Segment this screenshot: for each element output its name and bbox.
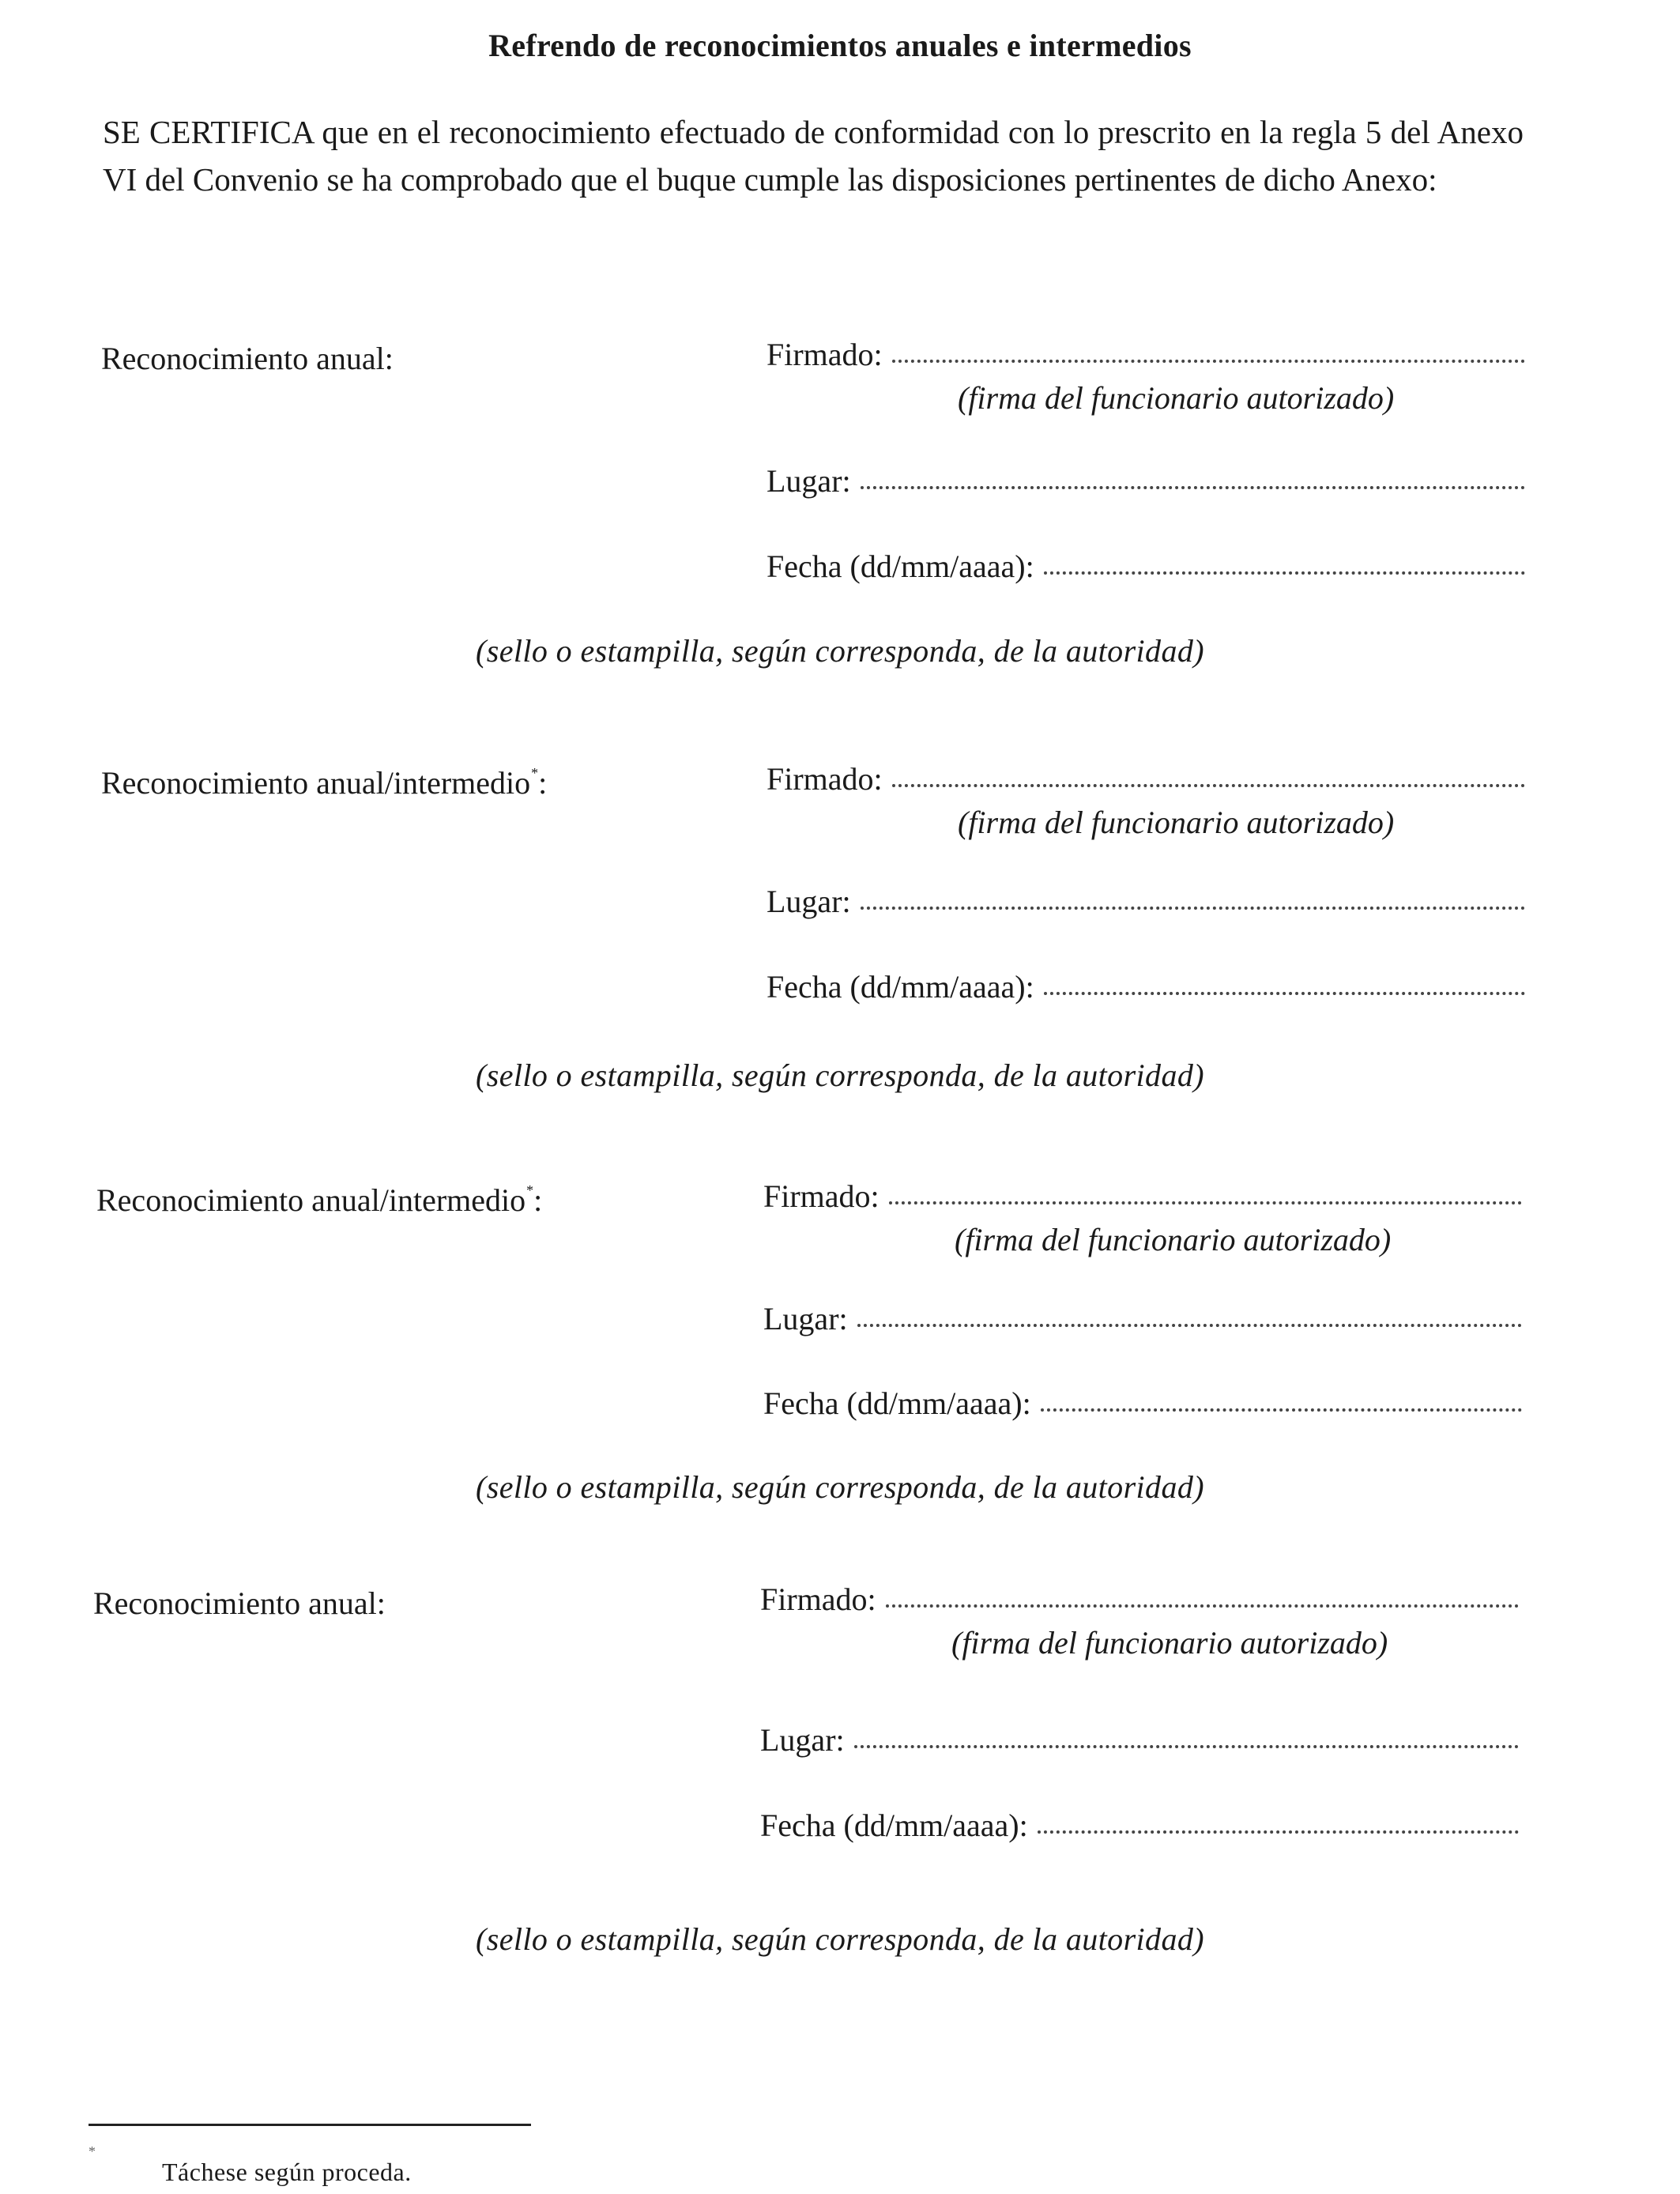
footnote-marker: * [89,2143,96,2159]
date-line[interactable] [1041,1408,1522,1412]
date-line[interactable] [1044,992,1525,995]
signed-label: Firmado: [767,337,883,372]
date-line[interactable] [1044,571,1525,575]
signature-line[interactable] [886,1604,1519,1608]
signed-label: Firmado: [760,1581,876,1617]
place-label: Lugar: [767,463,851,499]
seal-caption: (sello o estampilla, según corresponda, de la autoridad) [476,1921,1204,1957]
seal-caption: (sello o estampilla, según corresponda, de la autoridad) [476,1469,1204,1505]
date-field[interactable] [767,548,1525,585]
date-field[interactable] [760,1807,1519,1844]
signed-field[interactable] [760,1581,1519,1618]
footnote-reference: * [526,1182,534,1198]
date-label: Fecha (dd/mm/aaaa): [767,969,1034,1005]
place-field[interactable] [767,462,1525,499]
date-label: Fecha (dd/mm/aaaa): [767,548,1034,584]
signature-caption: (firma del funcionario autorizado) [958,380,1395,416]
survey-type-label: Reconocimiento anual/intermedio*: [101,765,548,801]
footnote-divider [89,2124,531,2126]
signed-label: Firmado: [767,761,883,797]
signature-line[interactable] [889,1201,1522,1204]
place-line[interactable] [861,907,1525,910]
signature-caption: (firma del funcionario autorizado) [958,805,1395,840]
seal-caption: (sello o estampilla, según corresponda, de la autoridad) [476,1057,1204,1093]
endorsement-section [0,336,1680,684]
survey-type-label: Reconocimiento anual: [101,341,394,376]
date-field[interactable] [763,1385,1522,1422]
signature-line[interactable] [892,360,1525,363]
signature-line[interactable] [892,784,1525,787]
place-field[interactable] [763,1300,1522,1337]
signed-field[interactable] [767,336,1525,373]
date-label: Fecha (dd/mm/aaaa): [763,1385,1031,1421]
date-field[interactable] [767,968,1525,1005]
endorsement-section [0,1581,1680,1957]
date-line[interactable] [1038,1830,1519,1834]
signature-caption: (firma del funcionario autorizado) [955,1222,1392,1257]
date-label: Fecha (dd/mm/aaaa): [760,1808,1028,1843]
place-line[interactable] [861,486,1525,489]
place-label: Lugar: [760,1722,845,1758]
place-field[interactable] [767,883,1525,920]
page-title: Refrendo de reconocimientos anuales e intermedios [488,28,1192,63]
endorsement-section [0,760,1680,1108]
footnote-text: Táchese según proceda. [162,2158,412,2186]
seal-caption: (sello o estampilla, según corresponda, de la autoridad) [476,633,1204,669]
place-field[interactable] [760,1721,1519,1759]
footnote-reference: * [531,765,539,781]
signed-field[interactable] [763,1178,1522,1215]
signed-field[interactable] [767,760,1525,797]
signature-caption: (firma del funcionario autorizado) [951,1625,1388,1661]
place-label: Lugar: [767,884,851,919]
place-line[interactable] [857,1324,1522,1327]
place-label: Lugar: [763,1301,848,1336]
endorsement-section [0,1178,1680,1525]
certification-statement: SE CERTIFICA que en el reconocimiento efectuado de conformidad con lo prescrito en la regla 5 del Anexo VI del Convenio se ha comprobado que el buque cumple las disposiciones pertinentes de dicho Anexo: [103,114,1524,198]
survey-type-label: Reconocimiento anual: [93,1585,386,1621]
place-line[interactable] [854,1745,1519,1748]
signed-label: Firmado: [763,1178,880,1214]
survey-type-label: Reconocimiento anual/intermedio*: [96,1182,543,1218]
